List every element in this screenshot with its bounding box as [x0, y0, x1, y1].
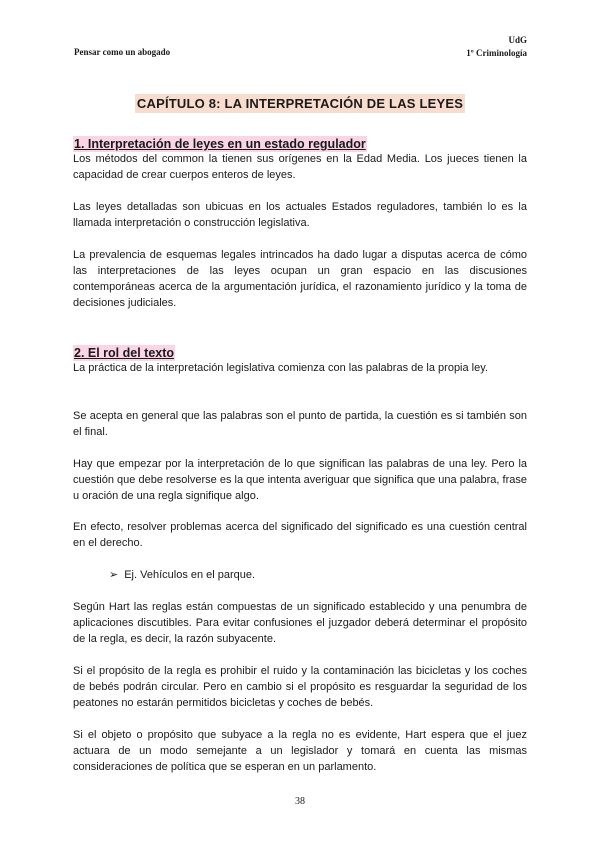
chapter-title-text: CAPÍTULO 8: LA INTERPRETACIÓN DE LAS LEYES [136, 96, 464, 111]
section-1-paragraph-1 [73, 151, 527, 183]
paragraph: La prevalencia de esquemas legales intrincados ha dado lugar a disputas acerca de cómo las interpretaciones de las leyes ocupan un gran espacio en las discusiones contemporáneas acerca de la argumentación jurídica, el razonamiento jurídico y la toma de decisiones judiciales. [73, 249, 527, 309]
section-2-paragraph-4 [73, 519, 527, 551]
section-1-paragraph-3 [73, 247, 527, 311]
paragraph: Si el objeto o propósito que subyace a la regla no es evidente, Hart espera que el juez actuara de un modo semejante a un legislador y tomará en cuenta las mismas consideraciones de política que se esperan en un parlamento. [73, 729, 527, 773]
paragraph: En efecto, resolver problemas acerca del significado del significado es una cuestión central en el derecho. [73, 521, 527, 549]
bullet-item [109, 567, 255, 583]
paragraph: Según Hart las reglas están compuestas de un significado establecido y una penumbra de aplicaciones discutibles. Para evitar confusiones el juzgador deberá determinar el propósito de la regla, es decir, la razón subyacente. [73, 601, 527, 645]
section-1-heading: 1. Interpretación de leyes en un estado regulador [74, 137, 366, 151]
paragraph: Los métodos del common la tienen sus orígenes en la Edad Media. Los jueces tienen la capacidad de crear cuerpos enteros de leyes. [73, 153, 527, 181]
section-2-heading: 2. El rol del texto [74, 346, 175, 360]
header-degree: 1º Criminología [466, 48, 527, 58]
arrow-bullet-icon: ➢ [109, 569, 119, 581]
paragraph: Se acepta en general que las palabras son el punto de partida, la cuestión es si también son el final. [73, 410, 527, 438]
header-institution [466, 34, 527, 60]
section-2-paragraph-5 [73, 599, 527, 647]
page-number: 38 [295, 796, 305, 807]
section-2-paragraph-2 [73, 408, 527, 440]
section-2-paragraph-7 [73, 727, 527, 775]
section-2-paragraph-6 [73, 663, 527, 711]
header-university: UdG [508, 35, 527, 45]
paragraph: Las leyes detalladas son ubicuas en los actuales Estados reguladores, también lo es la llamada interpretación o construcción legislativa. [73, 201, 527, 229]
chapter-title [0, 95, 600, 113]
section-1-paragraph-2 [73, 199, 527, 231]
paragraph: Si el propósito de la regla es prohibir el ruido y la contaminación las bicicletas y los coches de bebés podrán circular. Pero en cambio si el propósito es resguardar la seguridad de los peatones no estarán permitidos bicicletas y coches de bebés. [73, 665, 527, 709]
header-course-title: Pensar como un abogado [74, 47, 171, 57]
section-2-paragraph-3 [73, 456, 527, 504]
bullet-text: Ej. Vehículos en el parque. [124, 569, 256, 581]
paragraph: Hay que empezar por la interpretación de lo que significan las palabras de una ley. Pero la cuestión que debe resolverse es la que intenta averiguar que significa que una palabra, frase u oración de una regla signifique algo. [73, 458, 527, 502]
section-2-paragraph-1 [73, 360, 527, 376]
paragraph: La práctica de la interpretación legislativa comienza con las palabras de la propia ley. [73, 362, 488, 374]
